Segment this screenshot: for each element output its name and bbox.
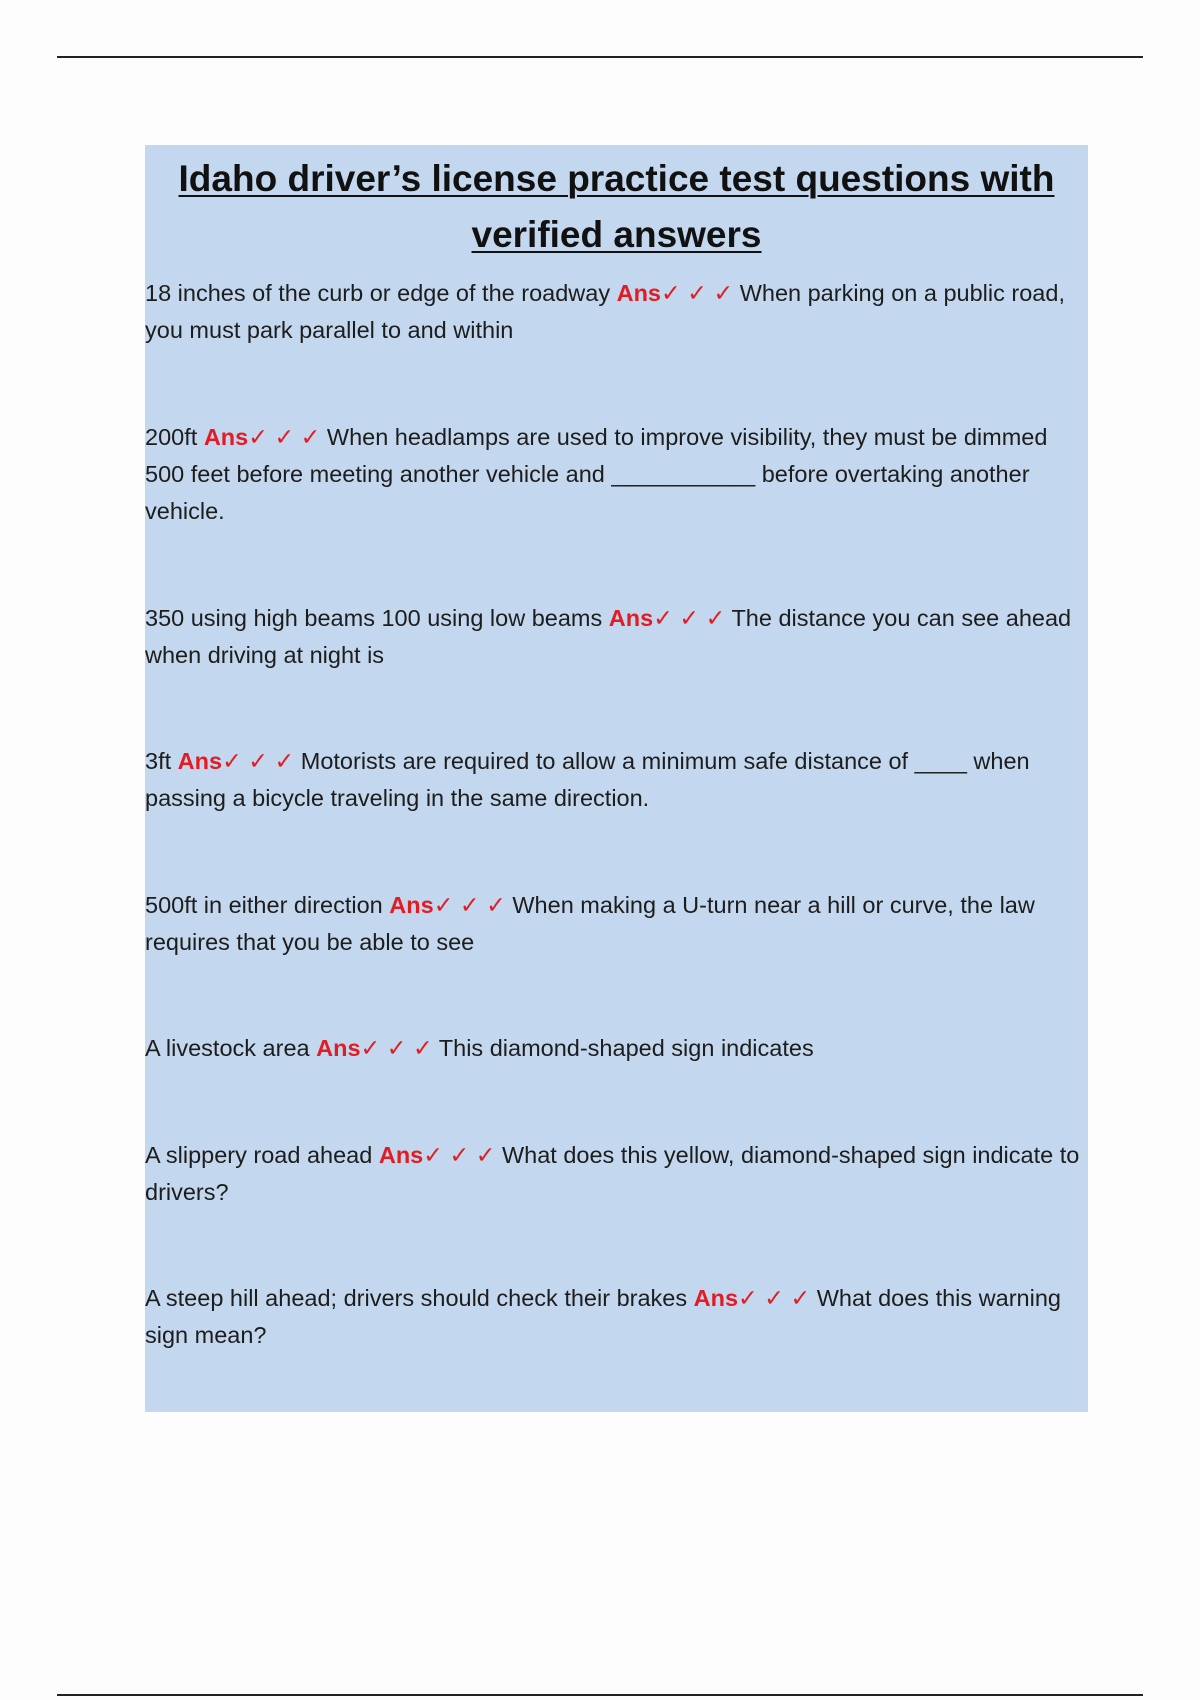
qa-question: What does this warning sign mean? — [145, 1285, 1061, 1348]
check-marks-icon: ✓ ✓ ✓ — [248, 424, 321, 450]
ans-marker: Ans — [389, 892, 434, 918]
qa-answer: 3ft — [145, 748, 172, 774]
check-marks-icon: ✓ ✓ ✓ — [360, 1035, 433, 1061]
qa-question: This diamond-shaped sign indicates — [438, 1035, 814, 1061]
check-marks-icon: ✓ ✓ ✓ — [423, 1142, 496, 1168]
qa-question: The distance you can see ahead when driving at night is — [145, 605, 1072, 668]
header-rule — [57, 56, 1143, 58]
ans-marker: Ans — [203, 424, 249, 450]
qa-item — [145, 743, 1088, 817]
ans-marker: Ans — [608, 605, 654, 631]
check-marks-icon: ✓ ✓ ✓ — [661, 280, 734, 306]
qa-answer: A livestock area — [145, 1035, 310, 1061]
page-title: Idaho driver’s license practice test questions with verified answers — [178, 158, 1055, 255]
qa-answer: 18 inches of the curb or edge of the roadway — [145, 280, 611, 306]
footer-rule — [57, 1694, 1143, 1696]
qa-question: What does this yellow, diamond-shaped sign indicate to drivers? — [145, 1142, 1080, 1205]
qa-answer: 200ft — [145, 424, 198, 450]
ans-marker: Ans — [378, 1142, 424, 1168]
qa-answer: A steep hill ahead; drivers should check their brakes — [145, 1285, 688, 1311]
qa-question: Motorists are required to allow a minimum safe distance of ____ when passing a bicycle traveling in the same direction. — [145, 748, 1030, 811]
ans-marker: Ans — [616, 280, 662, 306]
qa-question: When parking on a public road, you must park parallel to and within — [145, 280, 1065, 343]
ans-marker: Ans — [316, 1035, 361, 1061]
qa-item — [145, 1137, 1088, 1211]
content-panel — [145, 145, 1088, 1412]
qa-item — [145, 275, 1088, 349]
qa-item — [145, 600, 1088, 674]
qa-item — [145, 1280, 1088, 1354]
qa-question: When making a U-turn near a hill or curve, the law requires that you be able to see — [145, 892, 1035, 955]
check-marks-icon: ✓ ✓ ✓ — [222, 748, 295, 774]
ans-marker: Ans — [177, 748, 223, 774]
check-marks-icon: ✓ ✓ ✓ — [653, 605, 726, 631]
qa-question: When headlamps are used to improve visibility, they must be dimmed 500 feet before meeting another vehicle and ___________ before overtaking another vehicle. — [145, 424, 1048, 524]
qa-answer: 350 using high beams 100 using low beams — [145, 605, 603, 631]
check-marks-icon: ✓ ✓ ✓ — [433, 892, 506, 918]
qa-answer: 500ft in either direction — [145, 892, 383, 918]
qa-item — [145, 1030, 1088, 1067]
check-marks-icon: ✓ ✓ ✓ — [738, 1285, 811, 1311]
qa-item — [145, 419, 1088, 530]
ans-marker: Ans — [693, 1285, 739, 1311]
qa-item — [145, 887, 1088, 961]
qa-answer: A slippery road ahead — [145, 1142, 373, 1168]
